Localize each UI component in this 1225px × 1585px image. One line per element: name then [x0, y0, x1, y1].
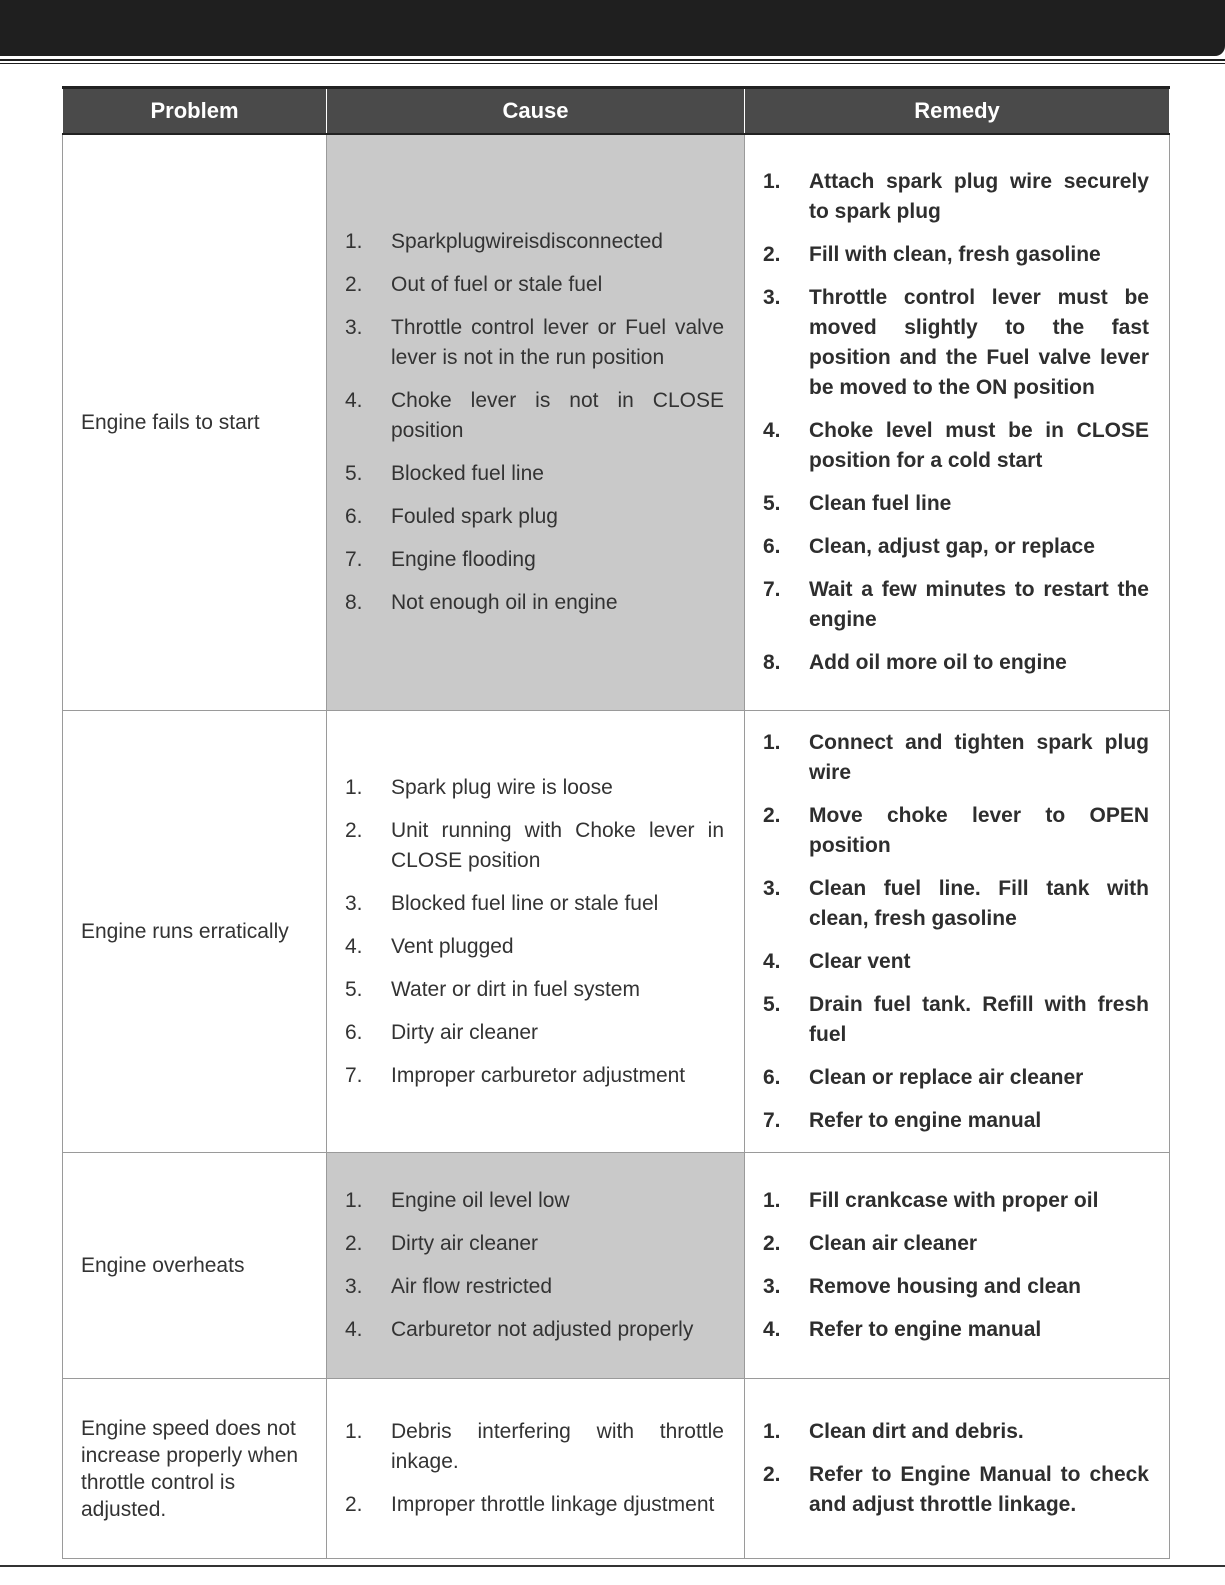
list-item: 2. Clean air cleaner: [763, 1232, 978, 1255]
table-header-row: [63, 88, 1170, 135]
list-item: 4. Choke level must be in CLOSE position for a cold start: [763, 419, 1149, 472]
list-item: 1. Debris interfering with throttle inkage.: [345, 1420, 724, 1473]
list-item: 4. Refer to engine manual: [763, 1318, 1042, 1341]
header-bar: [0, 0, 1225, 56]
list-item: 3. Clean fuel line. Fill tank with clean, fresh gasoline: [763, 876, 1149, 930]
list-item: 2. Move choke lever to OPEN position: [763, 803, 1149, 857]
list-item: 4. Carburetor not adjusted properly: [345, 1318, 694, 1341]
list-item: 1. Connect and tighten spark plug wire: [763, 730, 1149, 784]
header-rule-thin: [0, 63, 1225, 64]
list-item: 6. Clean or replace air cleaner: [763, 1065, 1084, 1089]
column-header-remedy: Remedy: [745, 88, 1170, 135]
list-item: 7. Wait a few minutes to restart the engine: [763, 578, 1149, 631]
header-rule: [0, 59, 1225, 61]
cause-cell: [327, 1153, 745, 1379]
list-item: 8. Add oil more oil to engine: [763, 651, 1067, 674]
list-item: 3. Air flow restricted: [345, 1275, 553, 1298]
list-item: 2. Fill with clean, fresh gasoline: [763, 243, 1101, 266]
list-item: 2. Unit running with Choke lever in CLOSE position: [345, 818, 724, 872]
table-row: [63, 1379, 1170, 1559]
list-item: 4. Vent plugged: [345, 934, 514, 958]
cause-cell: [327, 134, 745, 711]
list-item: 3. Throttle control lever or Fuel valve lever is not in the run position: [345, 316, 724, 369]
column-header-problem: Problem: [63, 88, 327, 135]
remedy-cell: [745, 711, 1170, 1153]
problem-cell: Engine speed does not increase properly when throttle control is adjusted.: [63, 1379, 327, 1559]
cause-list: [345, 1186, 724, 1345]
list-item: 1. Attach spark plug wire securely to spark plug: [763, 170, 1149, 223]
table-row: [63, 711, 1170, 1153]
footer-rule: [0, 1565, 1225, 1567]
remedy-list: [763, 167, 1149, 678]
list-item: 2. Refer to Engine Manual to check and adjust throttle linkage.: [763, 1463, 1149, 1516]
remedy-cell: [745, 1153, 1170, 1379]
list-item: 5. Clean fuel line: [763, 492, 952, 515]
remedy-cell: [745, 134, 1170, 711]
list-item: 5. Blocked fuel line: [345, 462, 544, 485]
table-row: [63, 1153, 1170, 1379]
column-header-cause: Cause: [327, 88, 745, 135]
list-item: 4. Choke lever is not in CLOSE position: [345, 389, 724, 442]
list-item: 7. Improper carburetor adjustment: [345, 1063, 686, 1087]
list-item: 7. Refer to engine manual: [763, 1108, 1042, 1132]
remedy-list: [763, 1186, 1149, 1345]
list-item: 4. Clear vent: [763, 949, 911, 973]
list-item: 3. Remove housing and clean: [763, 1275, 1081, 1298]
problem-cell: Engine overheats: [63, 1153, 327, 1379]
list-item: 2. Out of fuel or stale fuel: [345, 273, 603, 296]
cause-cell: [327, 1379, 745, 1559]
remedy-cell: [745, 1379, 1170, 1559]
list-item: 2. Dirty air cleaner: [345, 1232, 539, 1255]
cause-list: [345, 227, 724, 618]
list-item: 7. Engine flooding: [345, 548, 536, 571]
list-item: 1. Sparkplugwireisdisconnected: [345, 230, 663, 253]
cause-list: [345, 1417, 724, 1520]
list-item: 1. Fill crankcase with proper oil: [763, 1189, 1099, 1212]
problem-cell: Engine runs erratically: [63, 711, 327, 1153]
list-item: 6. Dirty air cleaner: [345, 1020, 539, 1044]
list-item: 3. Blocked fuel line or stale fuel: [345, 891, 659, 915]
troubleshooting-table: [62, 86, 1170, 1559]
cause-list: [345, 773, 724, 1091]
list-item: 5. Water or dirt in fuel system: [345, 977, 640, 1001]
list-item: 1. Spark plug wire is loose: [345, 775, 613, 799]
list-item: 5. Drain fuel tank. Refill with fresh fuel: [763, 992, 1149, 1046]
list-item: 3. Throttle control lever must be moved slightly to the fast position and the Fuel valve lever be moved to the ON position: [763, 286, 1149, 399]
cause-cell: [327, 711, 745, 1153]
table-row: [63, 134, 1170, 711]
list-item: 1. Clean dirt and debris.: [763, 1420, 1024, 1443]
problem-cell: Engine fails to start: [63, 134, 327, 711]
list-item: 1. Engine oil level low: [345, 1189, 570, 1212]
remedy-list: [763, 728, 1149, 1136]
list-item: 6. Clean, adjust gap, or replace: [763, 535, 1095, 558]
list-item: 6. Fouled spark plug: [345, 505, 558, 528]
remedy-list: [763, 1417, 1149, 1520]
list-item: 2. Improper throttle linkage djustment: [345, 1493, 715, 1516]
list-item: 8. Not enough oil in engine: [345, 591, 618, 614]
